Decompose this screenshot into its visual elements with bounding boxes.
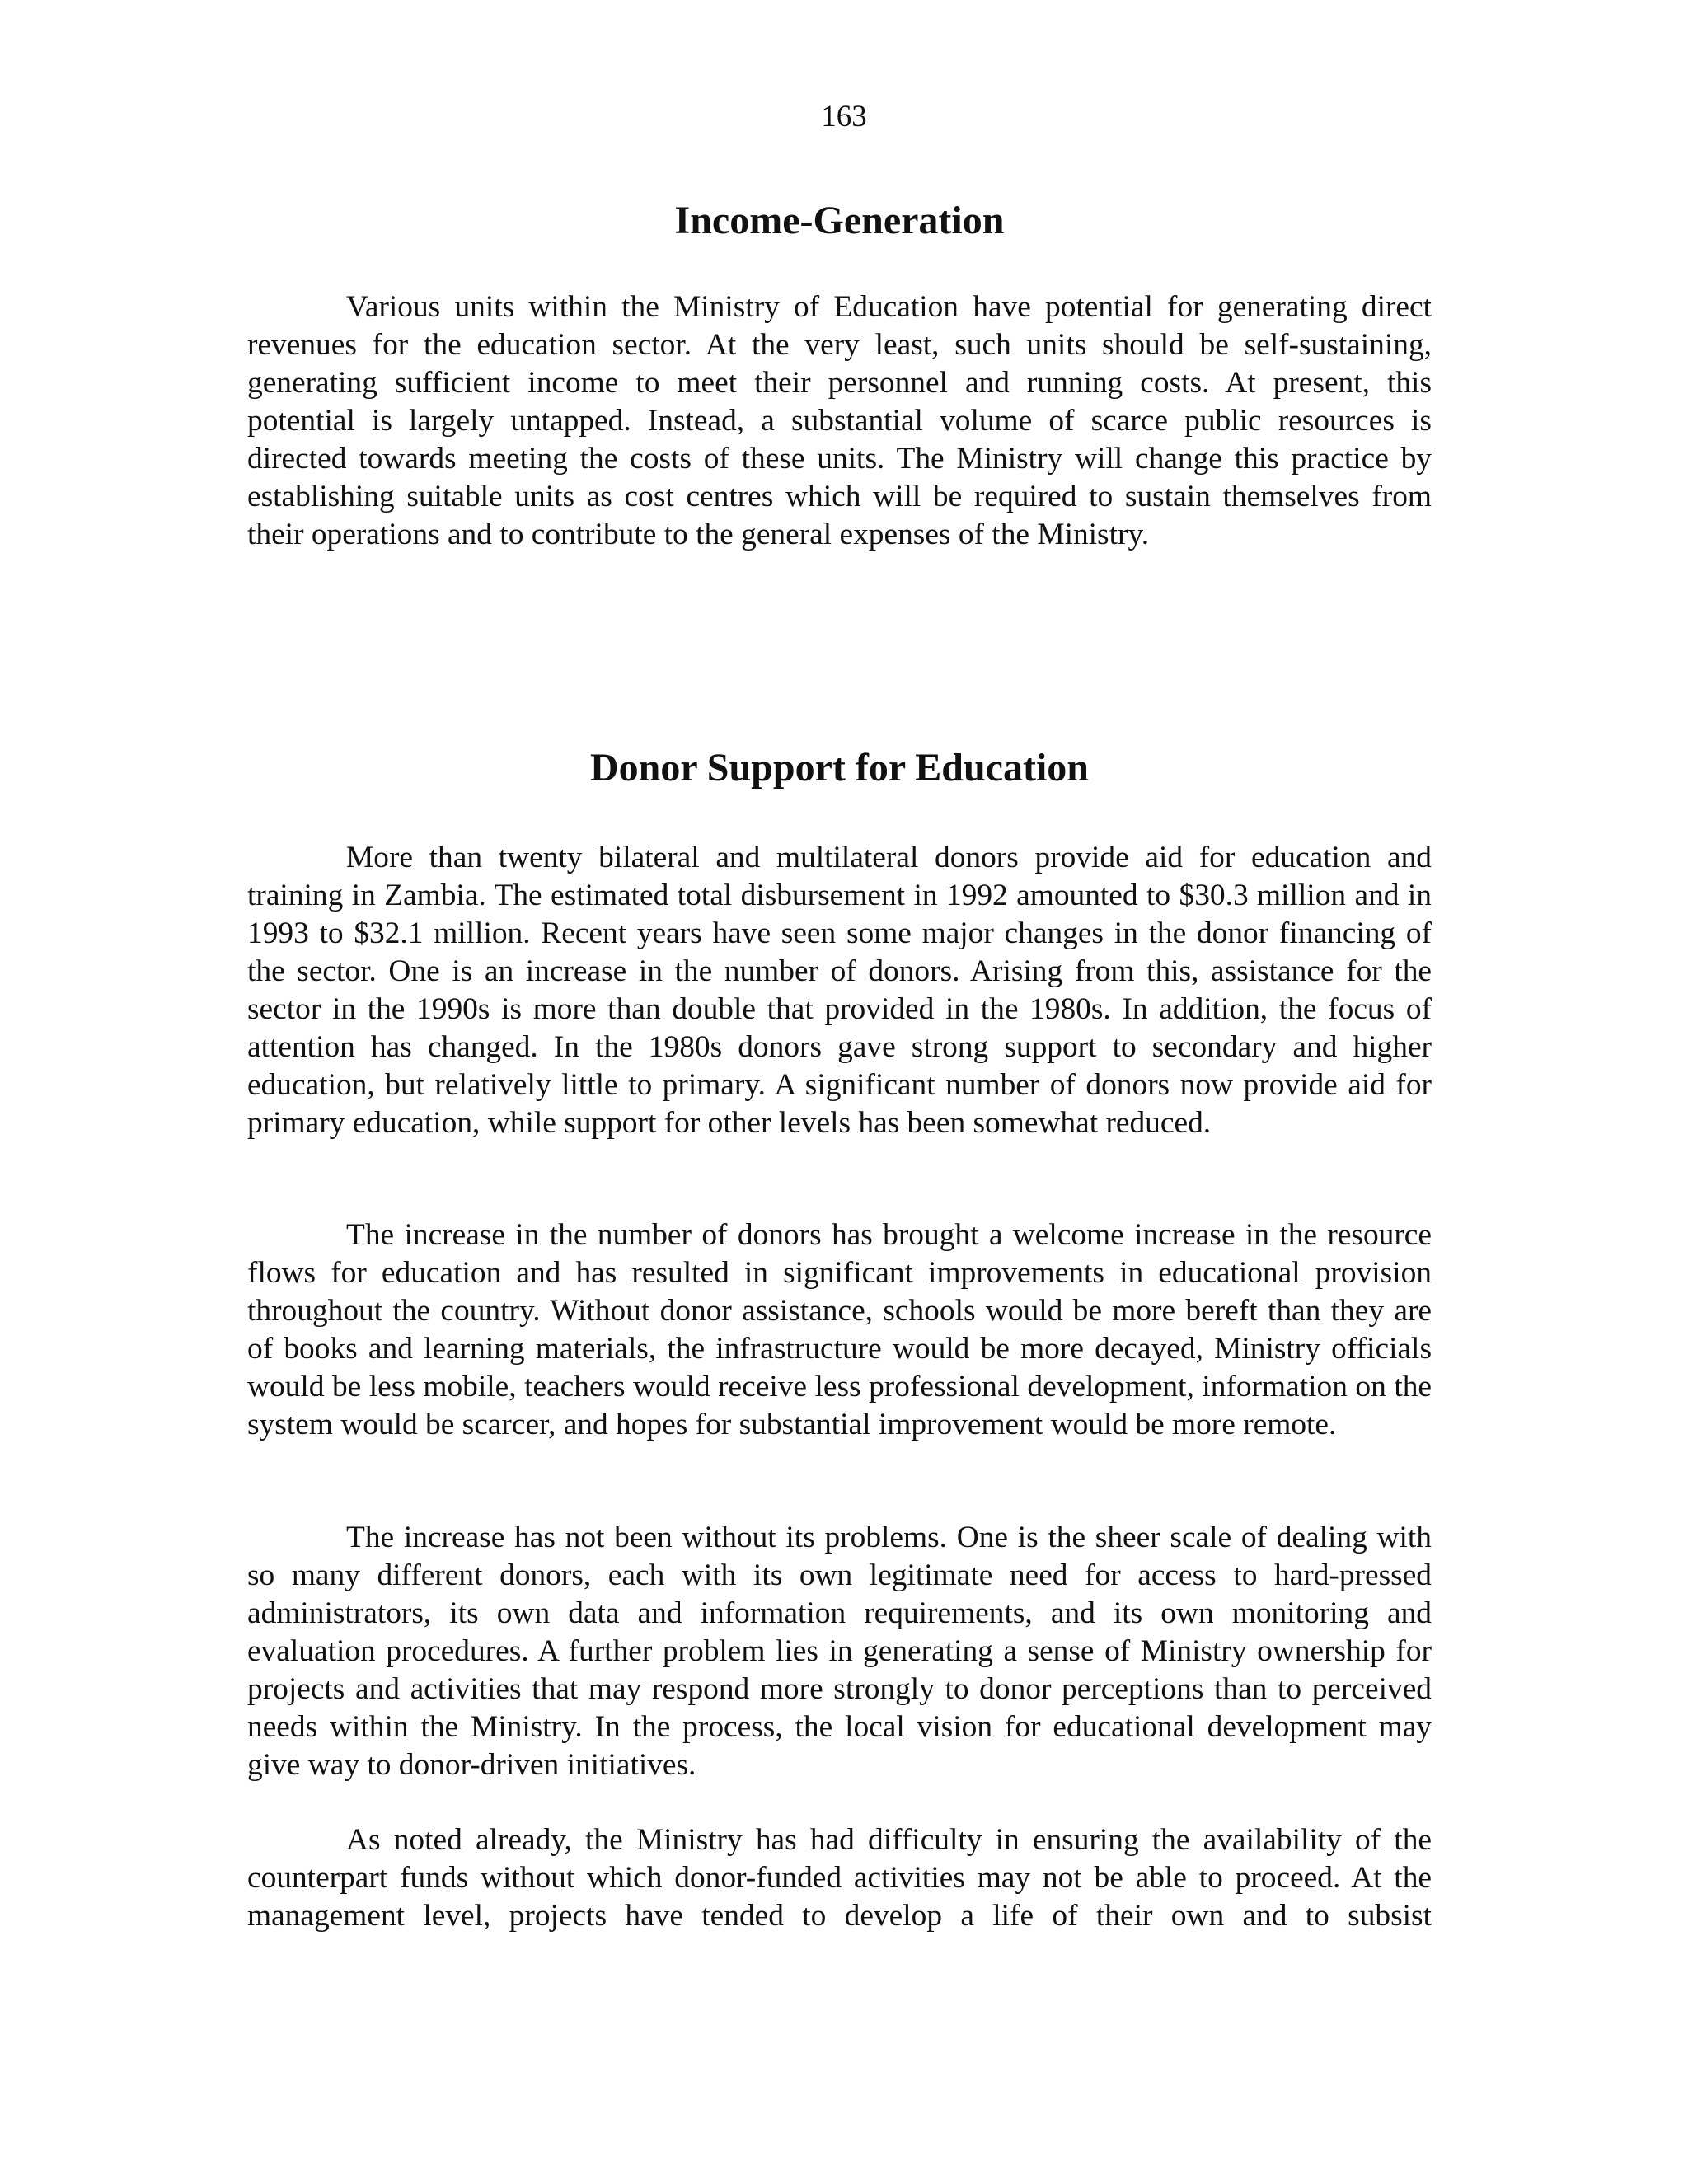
paragraph-donor-support-3: The increase has not been without its problems. One is the sheer scale of dealing with so many different donors, each with its own legitimate need for access to hard-pressed administrators, its own data and information requirements, and its own monitoring and evaluation procedures. A further problem lies in generating a sense of Ministry ownership for projects and activities that may respond more strongly to donor perceptions than to perceived needs within the Ministry. In the process, the local vision for educational development may give way to donor-driven initiatives. <box>247 1521 1432 1782</box>
paragraph-donor-support-2: The increase in the number of donors has brought a welcome increase in the resource flows for education and has resulted in significant improvements in educational provision throughout the country. Without donor assistance, schools would be more bereft than they are of books and learning materials, the infrastructure would be more decayed, Ministry officials would be less mobile, teachers would receive less professional development, information on the system would be scarcer, and hopes for substantial improvement would be more remote. <box>247 1218 1432 1441</box>
paragraph-income-generation: Various units within the Ministry of Education have potential for generating direct revenues for the education sector. At the very least, such units should be self-sustaining, generating sufficient income to meet their personnel and running costs. At present, this potential is largely untapped. Instead, a substantial volume of scarce public resources is directed towards meeting the costs of these units. The Ministry will change this practice by establishing suitable units as cost centres which will be required to sustain themselves from their operations and to contribute to the general expenses of the Ministry. <box>247 290 1432 551</box>
page-number: 163 <box>821 100 867 134</box>
paragraph-donor-support-1: More than twenty bilateral and multilateral donors provide aid for education and training in Zambia. The estimated total disbursement in 1992 amounted to $30.3 million and in 1993 to $32.1 million. Recent years have seen some major changes in the donor financing of the sector. One is an increase in the number of donors. Arising from this, assistance for the sector in the 1990s is more than double that provided in the 1980s. In addition, the focus of attention has changed. In the 1980s donors gave strong support to secondary and higher education, but relatively little to primary. A significant number of donors now provide aid for primary education, while support for other levels has been somewhat reduced. <box>247 841 1432 1140</box>
document-body <box>247 0 1432 2184</box>
section-title-income-generation: Income-Generation <box>674 199 1005 242</box>
section-title-donor-support: Donor Support for Education <box>589 746 1089 790</box>
paragraph-donor-support-4: As noted already, the Ministry has had difficulty in ensuring the availability of the counterpart funds without which donor-funded activities may not be able to proceed. At the management level, projects have tended to develop a life of their own and to subsist <box>247 1823 1432 1933</box>
